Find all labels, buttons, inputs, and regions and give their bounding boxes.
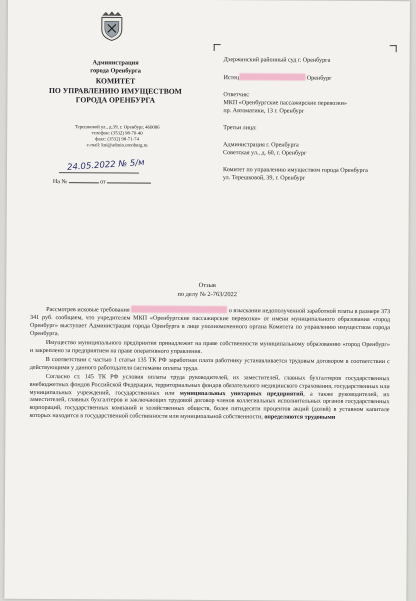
sender-address — [57, 125, 177, 150]
reference-blank — [69, 177, 99, 183]
document-body — [29, 305, 390, 425]
reference-date-blank — [107, 177, 151, 183]
paragraph-1-start: Рассмотрев исковые требования — [46, 307, 130, 314]
recipient-block — [223, 56, 406, 192]
paragraph-3: В соответствии с частью 1 статьи 135 ТК РФ заработная плата работнику устанавливается трудовым договором в соответствии с действующими у данного работодателя системами оплаты труда. — [29, 356, 390, 372]
paragraph-1 — [30, 305, 390, 341]
third-parties-label: Третьи лица: — [223, 125, 257, 132]
phone-line: телефон: (3532) 98-70-40 — [91, 131, 143, 137]
address-line: Терешковой ул., д.39, г. Оренбург, 460006 — [74, 125, 160, 131]
redacted-plaintiff — [131, 306, 227, 314]
paragraph-4-b: , а также руководителей, их заместителей, главных бухгалтеров и заключающих трудовой договор членов коллегиальных исполнительных органов государственных корпораций, государственных компаний и хозяйственных обществ, более пятидесяти процентов акций (долей) в уставном капитале которых находится в государственной собственности или муниципальной собственности, — [29, 391, 390, 421]
committee-name-line1: КОМИТЕТ — [95, 76, 136, 86]
court-name: Дзержинский районный суд г. Оренбурга — [223, 57, 331, 64]
case-number: по делу № 2-763/2022 — [177, 290, 237, 299]
plaintiff-label: Истец — [223, 75, 240, 82]
coat-of-arms-icon — [100, 11, 124, 41]
third-party-1-address: Советская ул., д. 60, г. Оренбург — [223, 150, 307, 157]
handwritten-date: 24.05.2022 № 5/м — [66, 157, 145, 173]
committee-name-line2: ПО УПРАВЛЕНИЮ ИМУЩЕСТВОМ — [48, 85, 182, 96]
third-party-1-name: Администрация г. Оренбурга — [223, 142, 299, 149]
paragraph-2: Имущество муниципального предприятия принадлежит на праве собственности муниципальному образованию «город Оренбург» и закреплено за предприятием на праве оперативного управления. — [29, 339, 390, 355]
paragraph-4-bold-2: определяются трудовыми — [264, 414, 336, 422]
sender-block — [25, 59, 205, 106]
defendant-name: МКП «Оренбургские пассажирские перевозки» — [223, 100, 347, 107]
plaintiff-line — [223, 73, 405, 83]
paragraph-1-rest: о взыскании недополученной заработной платы в размере 373 341 руб. сообщаем, что учредителем МКП «Оренбургские пассажирские перевозки» от имени муниципального образования «город Оренбург» выступает Администрация города Оренбурга в лице уполномоченного органа Комитета по управлению имуществом города Оренбурга. — [29, 308, 391, 337]
paragraph-4-a: Согласно ст. 145 ТК РФ условия оплаты труда руководителей, их заместителей, главных бухгалтеров государственных внебюджетных фондов Российской Федерации, территориальных фондов обязательного медицинского страхования, государственных или муниципальных учреждений, государственных или — [29, 373, 390, 397]
org-name-line1: Администрация — [92, 59, 139, 67]
document-page — [4, 0, 410, 601]
defendant-address: пр. Автоматики, 13 г. Оренбург — [223, 108, 305, 115]
paragraph-4-bold-1: муниципальных унитарных предприятий — [179, 390, 304, 398]
reference-from: от — [100, 179, 106, 186]
redacted-name — [239, 73, 305, 80]
email-line: e-mail: kui@admin.orenburg.ru — [86, 143, 148, 149]
corner-mark-left — [214, 44, 221, 51]
third-party-2-address: ул. Терешковой, 39, г. Оренбург — [222, 175, 306, 182]
third-party-2-name: Комитет по управлению имуществом города Оренбурга — [222, 167, 368, 174]
reference-prefix: На № — [52, 179, 68, 186]
org-name-line2: города Оренбурга — [90, 66, 141, 75]
plaintiff-city: Оренбург — [306, 75, 332, 82]
reference-number — [53, 177, 151, 186]
document-title: Отзыв — [198, 281, 216, 290]
paragraph-4 — [29, 374, 389, 424]
date-underline — [59, 172, 139, 173]
defendant-label: Ответчик: — [223, 92, 250, 99]
corner-mark-right — [390, 45, 397, 52]
committee-name-line3: ГОРОДА ОРЕНБУРГА — [75, 95, 156, 106]
fax-line: факс: (3532) 98-71-74 — [95, 137, 140, 143]
